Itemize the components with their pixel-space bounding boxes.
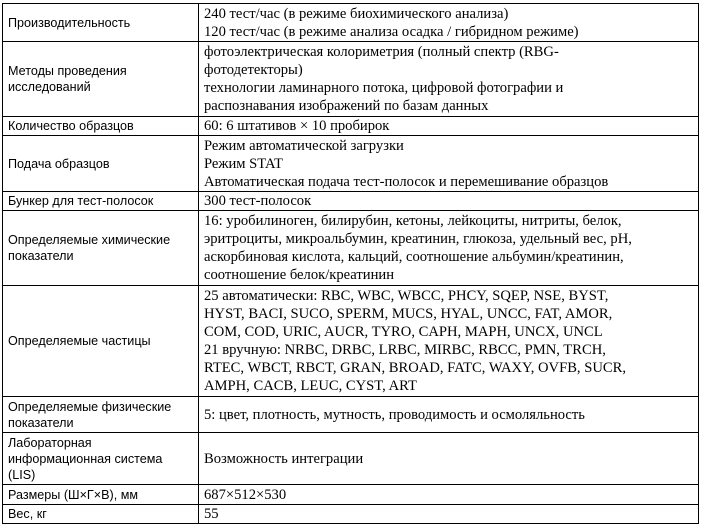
value-line: RTEC, WBCT, RBCT, GRAN, BROAD, FATC, WAXY, OVFB, SUCR, [204, 360, 627, 376]
param-cell [3, 192, 199, 211]
table-row [3, 42, 699, 117]
table-row [3, 211, 699, 286]
param-label: Размеры (Ш×Г×В), мм [8, 487, 139, 502]
value-line: фотоэлектрическая колориметрия (полный спектр (RBG- [204, 44, 559, 60]
value-line: 25 автоматически: RBC, WBC, WBCC, PHCY, SQEP, NSE, BYST, [204, 288, 609, 304]
table-row [3, 505, 699, 524]
specifications-table-body [3, 4, 699, 524]
param-label: Вес, кг [8, 507, 47, 521]
value-line: Автоматическая подача тест-полосок и перемешивание образцов [204, 173, 609, 190]
value-line: 300 тест-полосок [204, 193, 312, 209]
param-cell [3, 397, 199, 433]
value-cell [199, 433, 699, 485]
param-label: Производительность [8, 15, 131, 30]
table-row [3, 286, 699, 397]
value-cell [199, 4, 699, 42]
value-line: 60: 6 штативов × 10 пробирок [204, 118, 390, 134]
table-row [3, 485, 699, 505]
value-line: AMPH, CACB, LEUC, CYST, ART [204, 378, 417, 394]
value-line: Возможность интеграции [204, 450, 364, 467]
table-row [3, 397, 699, 433]
param-label: Подача образцов [8, 156, 110, 171]
param-cell [3, 42, 199, 117]
value-line: 55 [204, 506, 219, 522]
param-cell [3, 286, 199, 397]
value-line: 240 тест/час (в режиме биохимического анализа) [204, 5, 509, 22]
value-line: COM, COD, URIC, AUCR, TYRO, CAPH, MAPH, UNCX, UNCL [204, 324, 603, 340]
value-cell [199, 397, 699, 433]
value-line: HYST, BACI, SUCO, SPERM, MUCS, HYAL, UNCC, FAT, AMOR, [204, 306, 613, 322]
param-cell [3, 505, 199, 524]
param-label: Лабораторная информационная система (LIS) [8, 435, 163, 482]
param-cell [3, 4, 199, 42]
value-cell [199, 485, 699, 505]
param-cell [3, 485, 199, 505]
value-line: аскорбиновая кислота, кальций, соотношение альбумин/креатинин, [204, 249, 624, 265]
param-label: Количество образцов [8, 119, 134, 133]
value-line: эритроциты, микроальбумин, креатинин, глюкоза, удельный вес, pH, [204, 231, 632, 247]
value-cell [199, 42, 699, 117]
param-label: Бункер для тест-полосок [8, 194, 154, 208]
value-line: Режим автоматической загрузки [204, 137, 404, 154]
value-line: технологии ламинарного потока, цифровой фотографии и [204, 80, 564, 96]
value-line: 120 тест/час (в режиме анализа осадка / гибридном режиме) [204, 23, 579, 40]
value-cell [199, 136, 699, 192]
table-row [3, 117, 699, 136]
param-label: Определяемые физические показатели [8, 399, 172, 430]
param-cell [3, 117, 199, 136]
specifications-table [2, 3, 699, 524]
table-row [3, 433, 699, 485]
param-cell [3, 433, 199, 485]
value-line: 21 вручную: NRBC, DRBC, LRBC, MIRBC, RBCC, PMN, TRCH, [204, 342, 606, 358]
table-row [3, 136, 699, 192]
value-line: 5: цвет, плотность, мутность, проводимость и осмоляльность [204, 406, 585, 423]
value-line: 687×512×530 [204, 486, 287, 503]
value-cell [199, 505, 699, 524]
value-line: соотношение белок/креатинин [204, 267, 395, 283]
value-cell [199, 192, 699, 211]
value-line: Режим STAT [204, 155, 283, 172]
table-row [3, 4, 699, 42]
value-line: 16: уробилиноген, билирубин, кетоны, лейкоциты, нитриты, белок, [204, 213, 622, 229]
value-cell [199, 286, 699, 397]
param-cell [3, 136, 199, 192]
table-row [3, 192, 699, 211]
param-label: Методы проведения исследований [8, 64, 127, 94]
value-cell [199, 117, 699, 136]
param-label: Определяемые частицы [8, 334, 151, 348]
value-line: фотодетекторы) [204, 62, 303, 78]
param-label: Определяемые химические показатели [8, 233, 171, 263]
value-line: распознавания изображений по базам данных [204, 98, 489, 114]
value-cell [199, 211, 699, 286]
param-cell [3, 211, 199, 286]
